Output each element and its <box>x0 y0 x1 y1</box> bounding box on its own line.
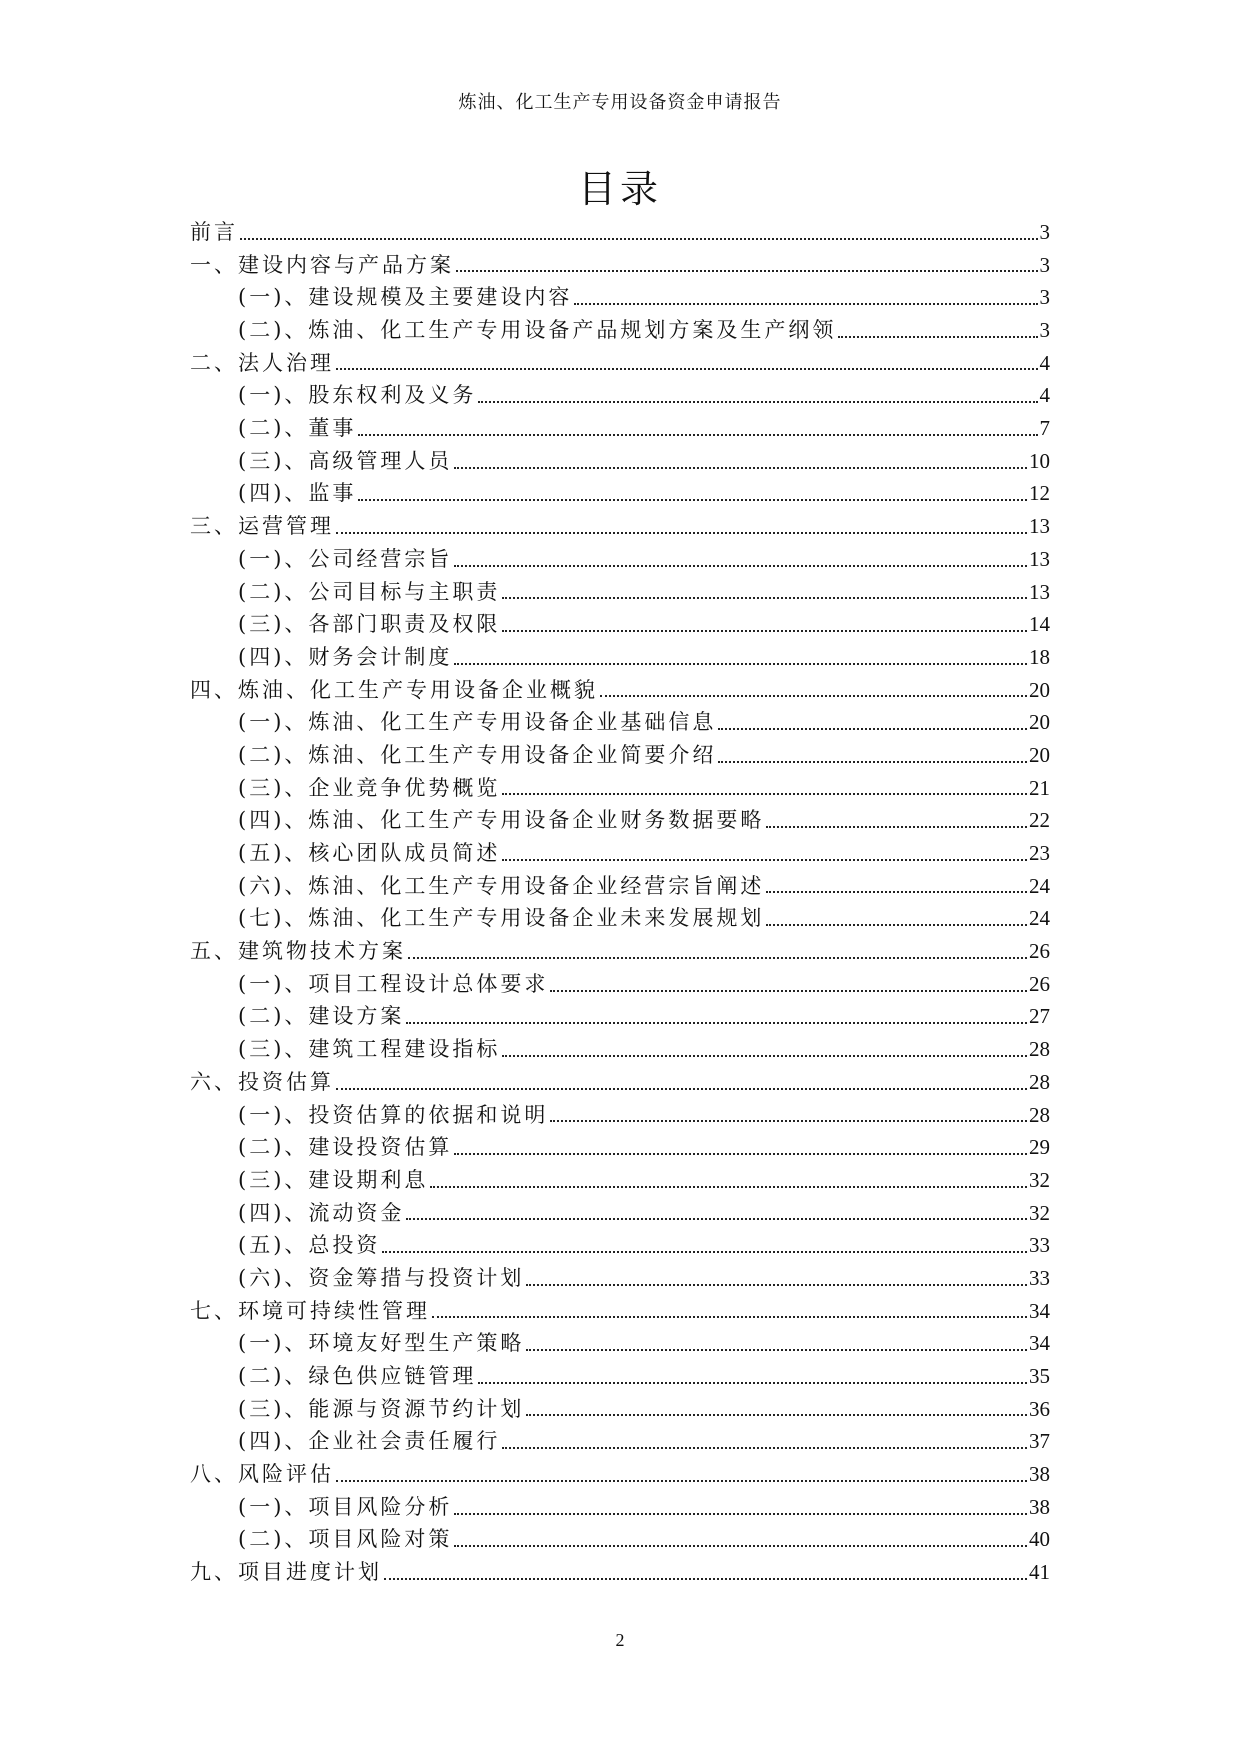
toc-dot-leader <box>454 467 1027 469</box>
toc-entry-page: 4 <box>1039 383 1050 408</box>
toc-dot-leader <box>478 1382 1027 1384</box>
toc-entry-page: 3 <box>1039 219 1050 244</box>
toc-entry-label: (一)、环境友好型生产策略 <box>238 1331 525 1356</box>
toc-entry[interactable] <box>190 379 1050 412</box>
toc-entry-page: 29 <box>1029 1135 1050 1160</box>
toc-entry[interactable] <box>190 1393 1050 1426</box>
toc-entry-label: 七、环境可持续性管理 <box>190 1298 430 1323</box>
toc-entry-label: (六)、炼油、化工生产专用设备企业经营宗旨阐述 <box>238 873 765 898</box>
toc-entry[interactable] <box>190 837 1050 870</box>
toc-entry-label: 四、炼油、化工生产专用设备企业概貌 <box>190 677 598 702</box>
toc-dot-leader <box>502 1055 1027 1057</box>
toc-entry[interactable] <box>190 478 1050 511</box>
toc-entry-label: (二)、炼油、化工生产专用设备企业简要介绍 <box>238 742 717 767</box>
toc-entry-page: 28 <box>1029 1069 1050 1094</box>
toc-dot-leader <box>502 859 1027 861</box>
toc-dot-leader <box>502 597 1027 599</box>
toc-entry-page: 33 <box>1029 1233 1050 1258</box>
toc-entry[interactable] <box>190 1458 1050 1491</box>
toc-entry-page: 20 <box>1029 710 1050 735</box>
toc-entry[interactable] <box>190 968 1050 1001</box>
toc-entry-label: (五)、总投资 <box>238 1233 381 1258</box>
toc-entry-label: 二、法人治理 <box>190 350 334 375</box>
toc-entry[interactable] <box>190 706 1050 739</box>
toc-entry-page: 13 <box>1029 546 1050 571</box>
toc-dot-leader <box>406 1022 1027 1024</box>
toc-entry-label: (一)、项目风险分析 <box>238 1494 453 1519</box>
toc-entry-page: 24 <box>1029 906 1050 931</box>
toc-entry-page: 26 <box>1029 939 1050 964</box>
toc-entry-label: (二)、董事 <box>238 416 357 441</box>
toc-dot-leader <box>384 1578 1027 1580</box>
toc-dot-leader <box>526 1414 1027 1416</box>
toc-entry[interactable] <box>190 1001 1050 1034</box>
toc-entry-page: 3 <box>1039 252 1050 277</box>
toc-entry[interactable] <box>190 510 1050 543</box>
toc-entry[interactable] <box>190 1131 1050 1164</box>
toc-dot-leader <box>718 728 1027 730</box>
toc-entry[interactable] <box>190 870 1050 903</box>
toc-entry-page: 38 <box>1029 1462 1050 1487</box>
toc-dot-leader <box>766 891 1027 893</box>
toc-entry-page: 7 <box>1039 416 1050 441</box>
toc-entry[interactable] <box>190 216 1050 249</box>
toc-entry-label: (二)、建设投资估算 <box>238 1135 453 1160</box>
toc-entry[interactable] <box>190 1197 1050 1230</box>
toc-entry-page: 32 <box>1029 1200 1050 1225</box>
toc-dot-leader <box>358 499 1027 501</box>
toc-entry-label: (五)、核心团队成员简述 <box>238 841 501 866</box>
toc-entry-page: 23 <box>1029 841 1050 866</box>
toc-entry-page: 40 <box>1029 1527 1050 1552</box>
toc-entry-page: 20 <box>1029 742 1050 767</box>
toc-entry-label: (二)、项目风险对策 <box>238 1527 453 1552</box>
toc-entry-page: 13 <box>1029 514 1050 539</box>
toc-entry[interactable] <box>190 1033 1050 1066</box>
toc-dot-leader <box>526 1349 1027 1351</box>
toc-entry[interactable] <box>190 935 1050 968</box>
toc-dot-leader <box>406 1218 1027 1220</box>
toc-entry[interactable] <box>190 1327 1050 1360</box>
toc-dot-leader <box>454 1153 1027 1155</box>
toc-entry-page: 10 <box>1029 448 1050 473</box>
toc-dot-leader <box>478 401 1037 403</box>
toc-entry-page: 12 <box>1029 481 1050 506</box>
toc-dot-leader <box>454 663 1027 665</box>
toc-dot-leader <box>454 1513 1027 1515</box>
toc-entry-label: (六)、资金筹措与投资计划 <box>238 1265 525 1290</box>
toc-entry[interactable] <box>190 347 1050 380</box>
toc-entry[interactable] <box>190 1360 1050 1393</box>
toc-dot-leader <box>336 1088 1027 1090</box>
page-number: 2 <box>615 1630 625 1650</box>
table-of-contents <box>190 216 1050 1589</box>
toc-entry-label: (七)、炼油、化工生产专用设备企业未来发展规划 <box>238 906 765 931</box>
toc-dot-leader <box>382 1251 1027 1253</box>
toc-entry[interactable] <box>190 739 1050 772</box>
toc-entry[interactable] <box>190 1099 1050 1132</box>
toc-entry[interactable] <box>190 674 1050 707</box>
toc-entry-page: 13 <box>1029 579 1050 604</box>
toc-entry[interactable] <box>190 1262 1050 1295</box>
toc-entry-page: 18 <box>1029 644 1050 669</box>
toc-dot-leader <box>408 957 1027 959</box>
toc-dot-leader <box>336 368 1038 370</box>
toc-entry-label: (一)、建设规模及主要建设内容 <box>238 285 573 310</box>
toc-entry-label: (三)、建设期利息 <box>238 1167 429 1192</box>
toc-entry-page: 4 <box>1039 350 1050 375</box>
toc-entry-page: 41 <box>1029 1560 1050 1585</box>
toc-entry[interactable] <box>190 1066 1050 1099</box>
toc-entry[interactable] <box>190 1229 1050 1262</box>
toc-dot-leader <box>766 826 1027 828</box>
toc-dot-leader <box>240 238 1038 240</box>
toc-entry[interactable] <box>190 1556 1050 1589</box>
running-header: 炼油、化工生产专用设备资金申请报告 <box>458 92 782 113</box>
toc-dot-leader <box>502 630 1027 632</box>
toc-entry-page: 14 <box>1029 612 1050 637</box>
toc-entry[interactable] <box>190 1425 1050 1458</box>
toc-entry-label: (三)、高级管理人员 <box>238 448 453 473</box>
toc-entry[interactable] <box>190 249 1050 282</box>
toc-entry[interactable] <box>190 576 1050 609</box>
toc-dot-leader <box>838 336 1037 338</box>
toc-entry-label: 五、建筑物技术方案 <box>190 939 406 964</box>
toc-dot-leader <box>550 990 1027 992</box>
toc-entry-label: (四)、炼油、化工生产专用设备企业财务数据要略 <box>238 808 765 833</box>
toc-entry-page: 38 <box>1029 1494 1050 1519</box>
toc-dot-leader <box>502 1447 1027 1449</box>
toc-dot-leader <box>502 793 1027 795</box>
toc-entry-label: 一、建设内容与产品方案 <box>190 252 454 277</box>
toc-entry-label: (四)、财务会计制度 <box>238 644 453 669</box>
toc-dot-leader <box>526 1284 1027 1286</box>
toc-dot-leader <box>336 532 1027 534</box>
toc-entry-label: (一)、股东权利及义务 <box>238 383 477 408</box>
toc-entry-page: 24 <box>1029 873 1050 898</box>
toc-entry[interactable] <box>190 1164 1050 1197</box>
toc-entry-page: 34 <box>1029 1298 1050 1323</box>
toc-entry-page: 28 <box>1029 1102 1050 1127</box>
toc-dot-leader <box>430 1186 1027 1188</box>
toc-entry-page: 21 <box>1029 775 1050 800</box>
toc-dot-leader <box>432 1316 1027 1318</box>
toc-entry-page: 27 <box>1029 1004 1050 1029</box>
toc-entry[interactable] <box>190 412 1050 445</box>
toc-dot-leader <box>550 1120 1027 1122</box>
toc-entry-page: 34 <box>1029 1331 1050 1356</box>
toc-dot-leader <box>358 434 1037 436</box>
toc-dot-leader <box>766 924 1027 926</box>
toc-entry-label: (一)、项目工程设计总体要求 <box>238 971 549 996</box>
toc-entry-label: 前言 <box>190 219 238 244</box>
toc-entry-label: 六、投资估算 <box>190 1069 334 1094</box>
toc-entry-label: (三)、建筑工程建设指标 <box>238 1037 501 1062</box>
toc-entry[interactable] <box>190 1491 1050 1524</box>
toc-entry-page: 36 <box>1029 1396 1050 1421</box>
toc-dot-leader <box>574 303 1037 305</box>
toc-entry-page: 22 <box>1029 808 1050 833</box>
toc-entry-page: 32 <box>1029 1167 1050 1192</box>
toc-dot-leader <box>336 1480 1027 1482</box>
toc-title: 目录 <box>577 167 662 211</box>
toc-entry-page: 26 <box>1029 971 1050 996</box>
toc-entry-label: (二)、绿色供应链管理 <box>238 1364 477 1389</box>
toc-dot-leader <box>718 761 1027 763</box>
toc-entry-label: 三、运营管理 <box>190 514 334 539</box>
toc-entry-label: (一)、投资估算的依据和说明 <box>238 1102 549 1127</box>
toc-entry-page: 3 <box>1039 285 1050 310</box>
toc-entry[interactable] <box>190 608 1050 641</box>
toc-entry[interactable] <box>190 281 1050 314</box>
toc-entry[interactable] <box>190 804 1050 837</box>
toc-entry-label: (一)、炼油、化工生产专用设备企业基础信息 <box>238 710 717 735</box>
toc-entry-page: 35 <box>1029 1364 1050 1389</box>
toc-entry-label: (四)、企业社会责任履行 <box>238 1429 501 1454</box>
toc-entry-page: 3 <box>1039 318 1050 343</box>
toc-entry[interactable] <box>190 1524 1050 1557</box>
toc-entry-label: (三)、能源与资源节约计划 <box>238 1396 525 1421</box>
toc-entry-label: (二)、炼油、化工生产专用设备产品规划方案及生产纲领 <box>238 318 837 343</box>
toc-entry-page: 37 <box>1029 1429 1050 1454</box>
toc-entry-label: (三)、企业竞争优势概览 <box>238 775 501 800</box>
toc-dot-leader <box>454 1545 1027 1547</box>
toc-entry-label: 八、风险评估 <box>190 1462 334 1487</box>
toc-entry-label: (二)、公司目标与主职责 <box>238 579 501 604</box>
toc-dot-leader <box>454 565 1027 567</box>
toc-entry-label: (一)、公司经营宗旨 <box>238 546 453 571</box>
toc-entry[interactable] <box>190 314 1050 347</box>
toc-entry-label: (四)、流动资金 <box>238 1200 405 1225</box>
toc-entry[interactable] <box>190 543 1050 576</box>
toc-entry-label: (四)、监事 <box>238 481 357 506</box>
toc-entry-page: 28 <box>1029 1037 1050 1062</box>
toc-entry-page: 20 <box>1029 677 1050 702</box>
toc-entry[interactable] <box>190 641 1050 674</box>
toc-entry-page: 33 <box>1029 1265 1050 1290</box>
toc-entry[interactable] <box>190 445 1050 478</box>
toc-dot-leader <box>600 695 1027 697</box>
toc-entry-label: 九、项目进度计划 <box>190 1560 382 1585</box>
toc-dot-leader <box>456 270 1038 272</box>
toc-entry[interactable] <box>190 902 1050 935</box>
toc-entry[interactable] <box>190 1295 1050 1328</box>
toc-entry-label: (二)、建设方案 <box>238 1004 405 1029</box>
toc-entry-label: (三)、各部门职责及权限 <box>238 612 501 637</box>
toc-entry[interactable] <box>190 772 1050 805</box>
